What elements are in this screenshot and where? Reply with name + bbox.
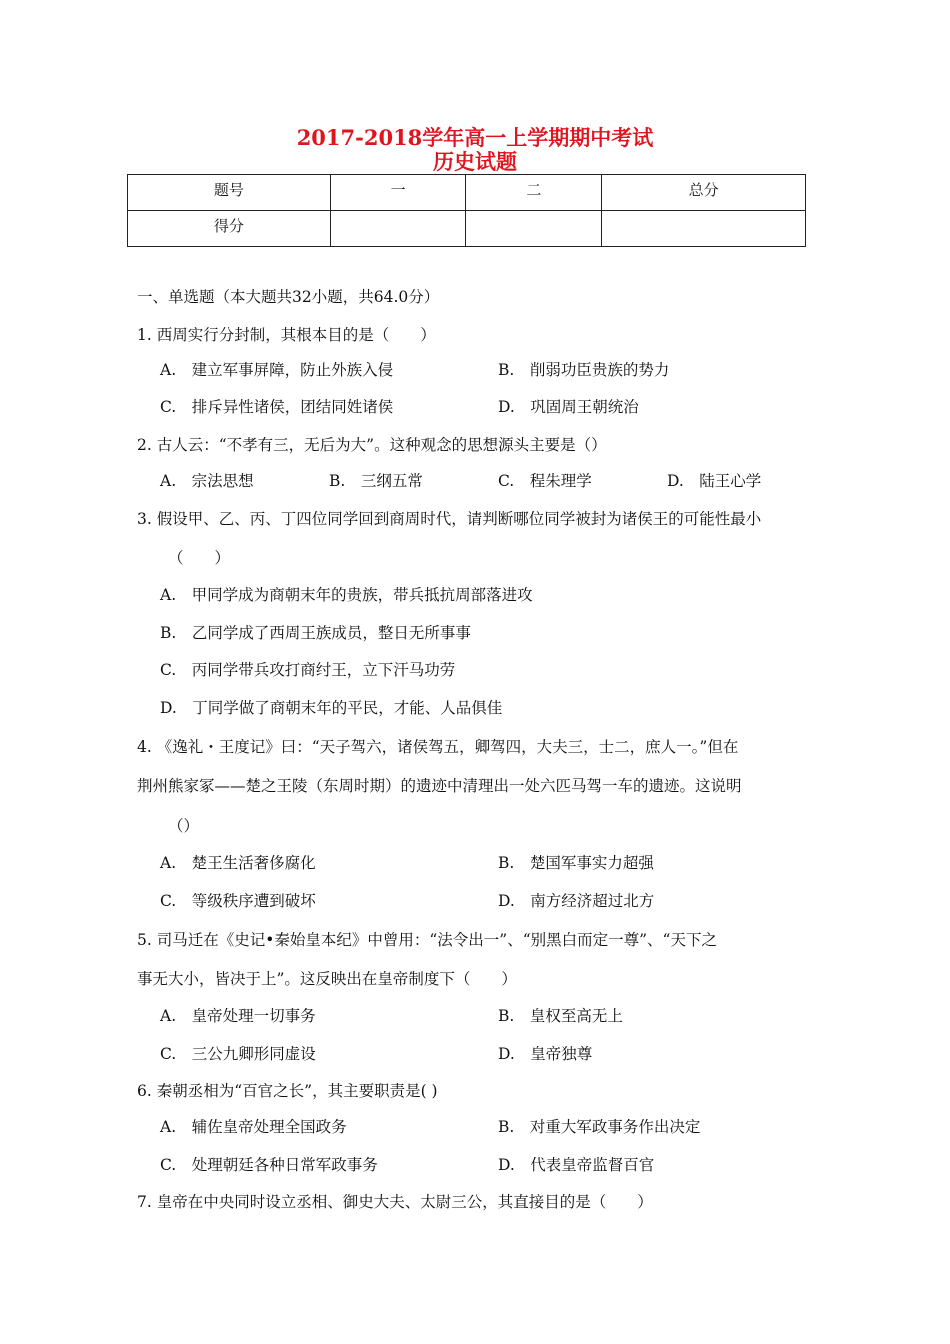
score-table [127, 174, 806, 247]
option-b: B. 皇权至高无上 [498, 1007, 623, 1025]
option-b: B. 乙同学成了西周王族成员，整日无所事事 [160, 624, 471, 642]
option-d: D. 巩固周王朝统治 [498, 398, 639, 416]
option-c: C. 三公九卿形同虚设 [160, 1045, 316, 1063]
score-row-label: 得分 [128, 211, 331, 247]
score-header-cell: 二 [466, 175, 602, 211]
option-c: C. 排斥异性诸侯，团结同姓诸侯 [160, 398, 394, 416]
score-header-cell: 题号 [128, 175, 331, 211]
question-stem: 4. 《逸礼・王度记》曰：“天子驾六，诸侯驾五，卿驾四，大夫三，士二，庶人一。”但在 [137, 738, 739, 756]
score-cell [330, 211, 466, 247]
score-table-header-row [128, 175, 806, 211]
option-d: D. 皇帝独尊 [498, 1045, 593, 1063]
option-d: D. 南方经济超过北方 [498, 892, 655, 910]
question-stem: 6. 秦朝丞相为“百官之长”，其主要职责是( ) [137, 1082, 438, 1100]
exam-subtitle: 历史试题 [433, 149, 517, 174]
option-a: A. 甲同学成为商朝末年的贵族，带兵抵抗周部落进攻 [160, 586, 533, 604]
score-header-cell: 一 [330, 175, 466, 211]
question-stem-continued: 荆州熊家冢——楚之王陵（东周时期）的遗迹中清理出一处六匹马驾一车的遗迹。这说明 [137, 777, 742, 795]
score-table-score-row [128, 211, 806, 247]
option-b: B. 对重大军政事务作出决定 [498, 1118, 701, 1136]
option-c: C. 等级秩序遭到破坏 [160, 892, 316, 910]
option-b: B. 三纲五常 [329, 472, 423, 490]
option-a: A. 建立军事屏障，防止外族入侵 [160, 361, 394, 379]
option-c: C. 丙同学带兵攻打商纣王，立下汗马功劳 [160, 661, 456, 679]
exam-title: 2017-2018学年高一上学期期中考试 [296, 125, 654, 150]
option-c: C. 程朱理学 [498, 472, 592, 490]
option-b: B. 楚国军事实力超强 [498, 854, 654, 872]
question-stem-continued: 事无大小，皆决于上”。这反映出在皇帝制度下（ ） [137, 970, 517, 988]
option-a: A. 皇帝处理一切事务 [160, 1007, 316, 1025]
question-stem-continued: （） [168, 817, 200, 835]
question-stem: 1. 西周实行分封制，其根本目的是（ ） [137, 326, 436, 344]
option-c: C. 处理朝廷各种日常军政事务 [160, 1156, 378, 1174]
option-a: A. 楚王生活奢侈腐化 [160, 854, 316, 872]
option-a: A. 宗法思想 [160, 472, 254, 490]
section-heading: 一、单选题（本大题共32小题，共64.0分） [137, 288, 440, 306]
question-stem: 5. 司马迁在《史记•秦始皇本纪》中曾用：“法令出一”、“别黑白而定一尊”、“天下之 [137, 931, 717, 949]
question-stem: 3. 假设甲、乙、丙、丁四位同学回到商周时代，请判断哪位同学被封为诸侯王的可能性最小 [137, 510, 762, 528]
option-d: D. 丁同学做了商朝末年的平民，才能、人品俱佳 [160, 699, 503, 717]
question-stem: 2. 古人云：“不孝有三，无后为大”。这种观念的思想源头主要是（） [137, 436, 607, 454]
option-b: B. 削弱功臣贵族的势力 [498, 361, 670, 379]
question-stem-continued: （ ） [168, 549, 231, 567]
option-d: D. 代表皇帝监督百官 [498, 1156, 655, 1174]
question-stem: 7. 皇帝在中央同时设立丞相、御史大夫、太尉三公，其直接目的是（ ） [137, 1193, 653, 1211]
score-cell [602, 211, 806, 247]
option-d: D. 陆王心学 [667, 472, 762, 490]
option-a: A. 辅佐皇帝处理全国政务 [160, 1118, 347, 1136]
score-cell [466, 211, 602, 247]
score-header-cell: 总分 [602, 175, 806, 211]
